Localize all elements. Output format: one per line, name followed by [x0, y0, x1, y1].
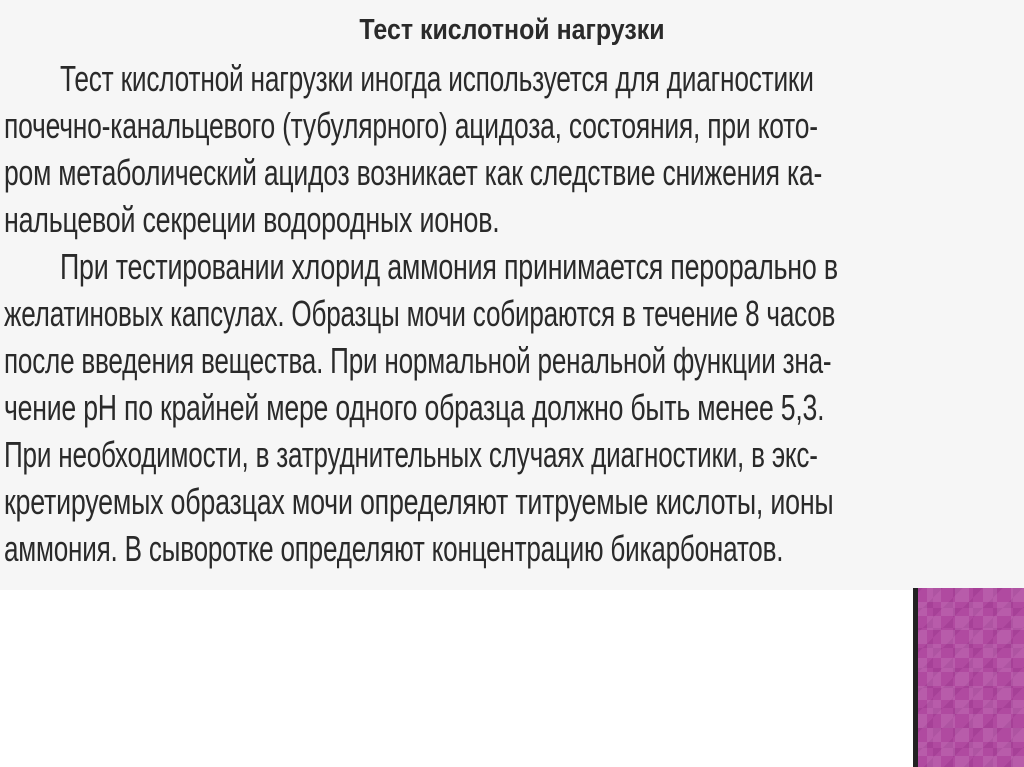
text-line-8: чение pH по крайней мере одного образца должно быть менее 5,3. [4, 387, 825, 428]
text-line-6: желатиновых капсулах. Образцы мочи собираются в течение 8 часов [4, 293, 836, 334]
text-line-10: кретируемых образцах мочи определяют титруемые кислоты, ионы [4, 481, 834, 522]
decorative-tile-edge [913, 588, 918, 767]
text-line-1: Тест кислотной нагрузки иногда используется для диагностики [60, 58, 814, 99]
decorative-pattern-tile [913, 588, 1024, 767]
text-line-3: ром метаболический ацидоз возникает как следствие снижения ка- [4, 152, 823, 193]
document-title: Тест кислотной нагрузки [359, 14, 665, 46]
text-line-9: При необходимости, в затруднительных случаях диагностики, в экс- [4, 434, 818, 475]
text-line-7: после введения вещества. При нормальной ренальной функции зна- [4, 340, 832, 381]
text-line-5: При тестировании хлорид аммония принимается перорально в [60, 246, 838, 287]
text-line-2: почечно-канальцевого (тубулярного) ацидоза, состояния, при кото- [4, 105, 818, 146]
text-line-11: аммония. В сыворотке определяют концентрацию бикарбонатов. [4, 528, 784, 569]
text-line-4: нальцевой секреции водородных ионов. [4, 199, 500, 240]
